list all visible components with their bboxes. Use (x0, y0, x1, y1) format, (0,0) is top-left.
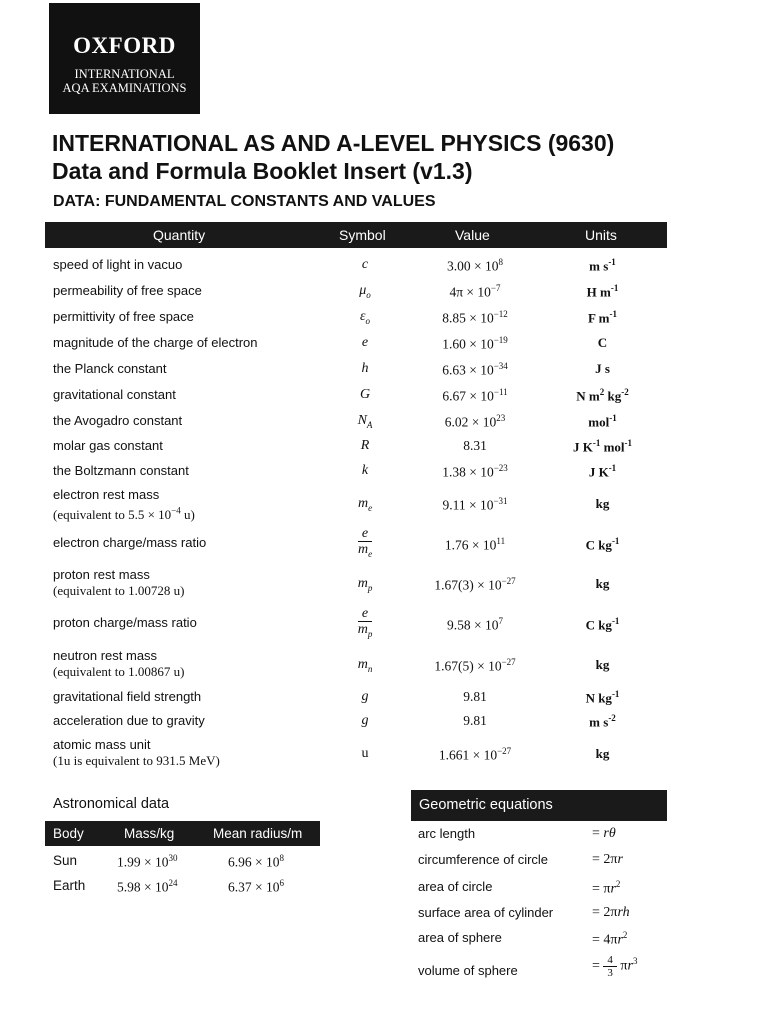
header-value: Value (455, 227, 490, 243)
constant-units: kg (595, 746, 610, 761)
constant-value: $1.661 \times 10^{-27}$ (438, 746, 512, 763)
constant-units: kg (595, 576, 610, 591)
geometric-name: circumference of circle (418, 852, 549, 867)
constant-symbol: $\mu_o$ (359, 283, 371, 300)
constant-value: $6.02 \times 10^{23}$ (444, 413, 506, 430)
geometric-row (418, 905, 668, 927)
geometric-name: arc length (418, 826, 476, 841)
constant-row (45, 688, 667, 706)
constant-row (45, 437, 667, 455)
constant-row (45, 386, 667, 404)
constant-symbol: G (359, 387, 371, 402)
constant-quantity: molar gas constant (53, 438, 163, 453)
constant-quantity: proton charge/mass ratio (53, 615, 197, 630)
constant-value: 9.81 (463, 713, 487, 728)
constant-units: J $K^{-1}$ mol$^{-1}$ (572, 438, 633, 455)
geometric-formula: = 2πr (592, 852, 623, 867)
geometric-row (418, 954, 668, 982)
header-symbol: Symbol (339, 227, 386, 243)
constant-quantity: acceleration due to gravity (53, 713, 205, 728)
constant-quantity: the Avogadro constant (53, 413, 183, 428)
body-mass: $5.98 \times 10^{24}$ (117, 878, 178, 895)
constant-units: mol$^{-1}$ (588, 413, 617, 430)
constant-value: $6.67 \times 10^{-11}$ (442, 387, 508, 404)
constant-value: $4\pi \times 10^{-7}$ (449, 283, 501, 300)
body-radius: $6.96 \times 10^8$ (228, 853, 284, 870)
constant-row (45, 308, 667, 326)
astronomical-row (45, 853, 320, 873)
geometric-row (418, 826, 668, 848)
geometric-formula: = 2πrh (592, 905, 630, 920)
constant-quantity: proton rest mass (equivalent to 1.00728 u) (53, 567, 185, 598)
body-mass: $1.99 \times 10^{30}$ (117, 853, 178, 870)
constants-table-header (45, 222, 667, 248)
constant-symbol: $m_n$ (357, 657, 373, 674)
constant-row (45, 567, 667, 601)
geometric-header (411, 790, 667, 821)
geometric-formula: = $4\pi r^2$ (592, 930, 628, 948)
constant-value: 8.31 (463, 438, 487, 453)
body-radius: $6.37 \times 10^6$ (228, 878, 284, 895)
constant-row (45, 737, 667, 771)
header-body: Body (53, 826, 84, 841)
geometric-row (418, 930, 668, 952)
constant-units: N $kg^{-1}$ (585, 689, 620, 706)
constant-value: 9.81 (463, 689, 487, 704)
geometric-formula: = rθ (592, 826, 616, 841)
constant-symbol: $\frac{e}{m_p}$ (357, 606, 373, 639)
constant-symbol: h (361, 361, 369, 376)
constant-row (45, 412, 667, 430)
constant-quantity: electron rest mass (equivalent to $5.5 \times 10^{-4}$ u) (53, 487, 195, 523)
geometric-title: Geometric equations (419, 797, 553, 813)
constant-quantity: the Boltzmann constant (53, 463, 189, 478)
constant-symbol: $m_p$ (357, 576, 373, 593)
constant-symbol: $m_e$ (357, 496, 373, 513)
constant-value: $9.58 \times 10^7$ (447, 616, 503, 633)
constant-value: $3.00 \times 10^8$ (447, 257, 503, 274)
constant-units: C $kg^{-1}$ (585, 536, 620, 553)
constant-quantity: neutron rest mass (equivalent to 1.00867 u) (53, 648, 185, 679)
geometric-formula: = $\pi r^2$ (592, 879, 621, 897)
constant-units: C $kg^{-1}$ (585, 616, 620, 633)
header-quantity: Quantity (153, 227, 206, 243)
constant-units: m $s^{-2}$ (589, 713, 616, 730)
constant-value: $8.85 \times 10^{-12}$ (442, 309, 508, 326)
constant-symbol: e (361, 335, 369, 350)
constant-units: kg (595, 657, 610, 672)
constant-units: C (597, 335, 608, 350)
constant-row (45, 648, 667, 682)
constant-symbol: $N_A$ (357, 413, 373, 430)
page-title: INTERNATIONAL AS AND A-LEVEL PHYSICS (9630) Data and Formula Booklet Insert (v1.3) (52, 130, 615, 184)
constant-row (45, 360, 667, 378)
header-radius: Mean radius/m (213, 826, 303, 841)
astronomical-title: Astronomical data (53, 796, 170, 812)
constant-quantity: the Planck constant (53, 361, 167, 376)
oxford-aqa-logo (49, 3, 200, 114)
constant-quantity: permeability of free space (53, 283, 202, 298)
constant-units: N $m^2$ $kg^{-2}$ (576, 387, 629, 404)
constant-row (45, 334, 667, 352)
geometric-name: area of circle (418, 879, 493, 894)
logo-subtitle: INTERNATIONAL AQA EXAMINATIONS (62, 67, 187, 95)
constant-symbol: R (360, 438, 370, 453)
constant-value: $1.67(3) \times 10^{-27}$ (434, 576, 516, 593)
constant-value: $1.38 \times 10^{-23}$ (442, 463, 508, 480)
body-name: Sun (53, 853, 78, 868)
constant-symbol: g (361, 713, 369, 728)
header-units: Units (585, 227, 617, 243)
constant-quantity: speed of light in vacuo (53, 257, 183, 272)
constant-units: J $K^{-1}$ (588, 463, 617, 480)
constant-row (45, 487, 667, 521)
header-mass: Mass/kg (124, 826, 175, 841)
constant-symbol: u (361, 746, 369, 761)
constant-value: $1.60 \times 10^{-19}$ (442, 335, 508, 352)
constant-row (45, 526, 667, 562)
constant-row (45, 462, 667, 480)
constant-symbol: $\frac{e}{m_e}$ (357, 526, 373, 559)
constant-units: H $m^{-1}$ (586, 283, 619, 300)
geometric-name: surface area of cylinder (418, 905, 554, 920)
constant-quantity: electron charge/mass ratio (53, 535, 207, 550)
constant-quantity: gravitational field strength (53, 689, 202, 704)
section-title: DATA: FUNDAMENTAL CONSTANTS AND VALUES (53, 193, 436, 210)
geometric-formula: = $\frac{4}{3}$ $\pi r^3$ (592, 954, 638, 979)
constant-symbol: k (361, 463, 369, 478)
constant-quantity: magnitude of the charge of electron (53, 335, 258, 350)
constant-units: F $m^{-1}$ (587, 309, 618, 326)
body-name: Earth (53, 878, 86, 893)
constant-value: $9.11 \times 10^{-31}$ (442, 496, 508, 513)
geometric-name: area of sphere (418, 930, 502, 945)
logo-brand: OXFORD (73, 33, 176, 58)
constant-quantity: gravitational constant (53, 387, 176, 402)
constant-symbol: c (361, 257, 369, 272)
constant-quantity: permittivity of free space (53, 309, 194, 324)
constant-units: m $s^{-1}$ (589, 257, 616, 274)
constant-row (45, 606, 667, 642)
astronomical-table-header (45, 821, 320, 846)
constant-value: $6.63 \times 10^{-34}$ (442, 361, 508, 378)
constant-quantity: atomic mass unit (1u is equivalent to 931.5 MeV) (53, 737, 220, 768)
constant-units: J s (595, 361, 610, 376)
constant-symbol: $\varepsilon_o$ (359, 309, 371, 326)
geometric-row (418, 852, 668, 874)
geometric-row (418, 879, 668, 901)
constant-row (45, 712, 667, 730)
astronomical-row (45, 878, 320, 898)
constant-row (45, 256, 667, 274)
constant-value: $1.67(5) \times 10^{-27}$ (434, 657, 516, 674)
geometric-name: volume of sphere (418, 963, 518, 978)
constant-symbol: g (361, 689, 369, 704)
constant-row (45, 282, 667, 300)
constant-units: kg (595, 496, 610, 511)
constant-value: $1.76 \times 10^{11}$ (444, 536, 506, 553)
